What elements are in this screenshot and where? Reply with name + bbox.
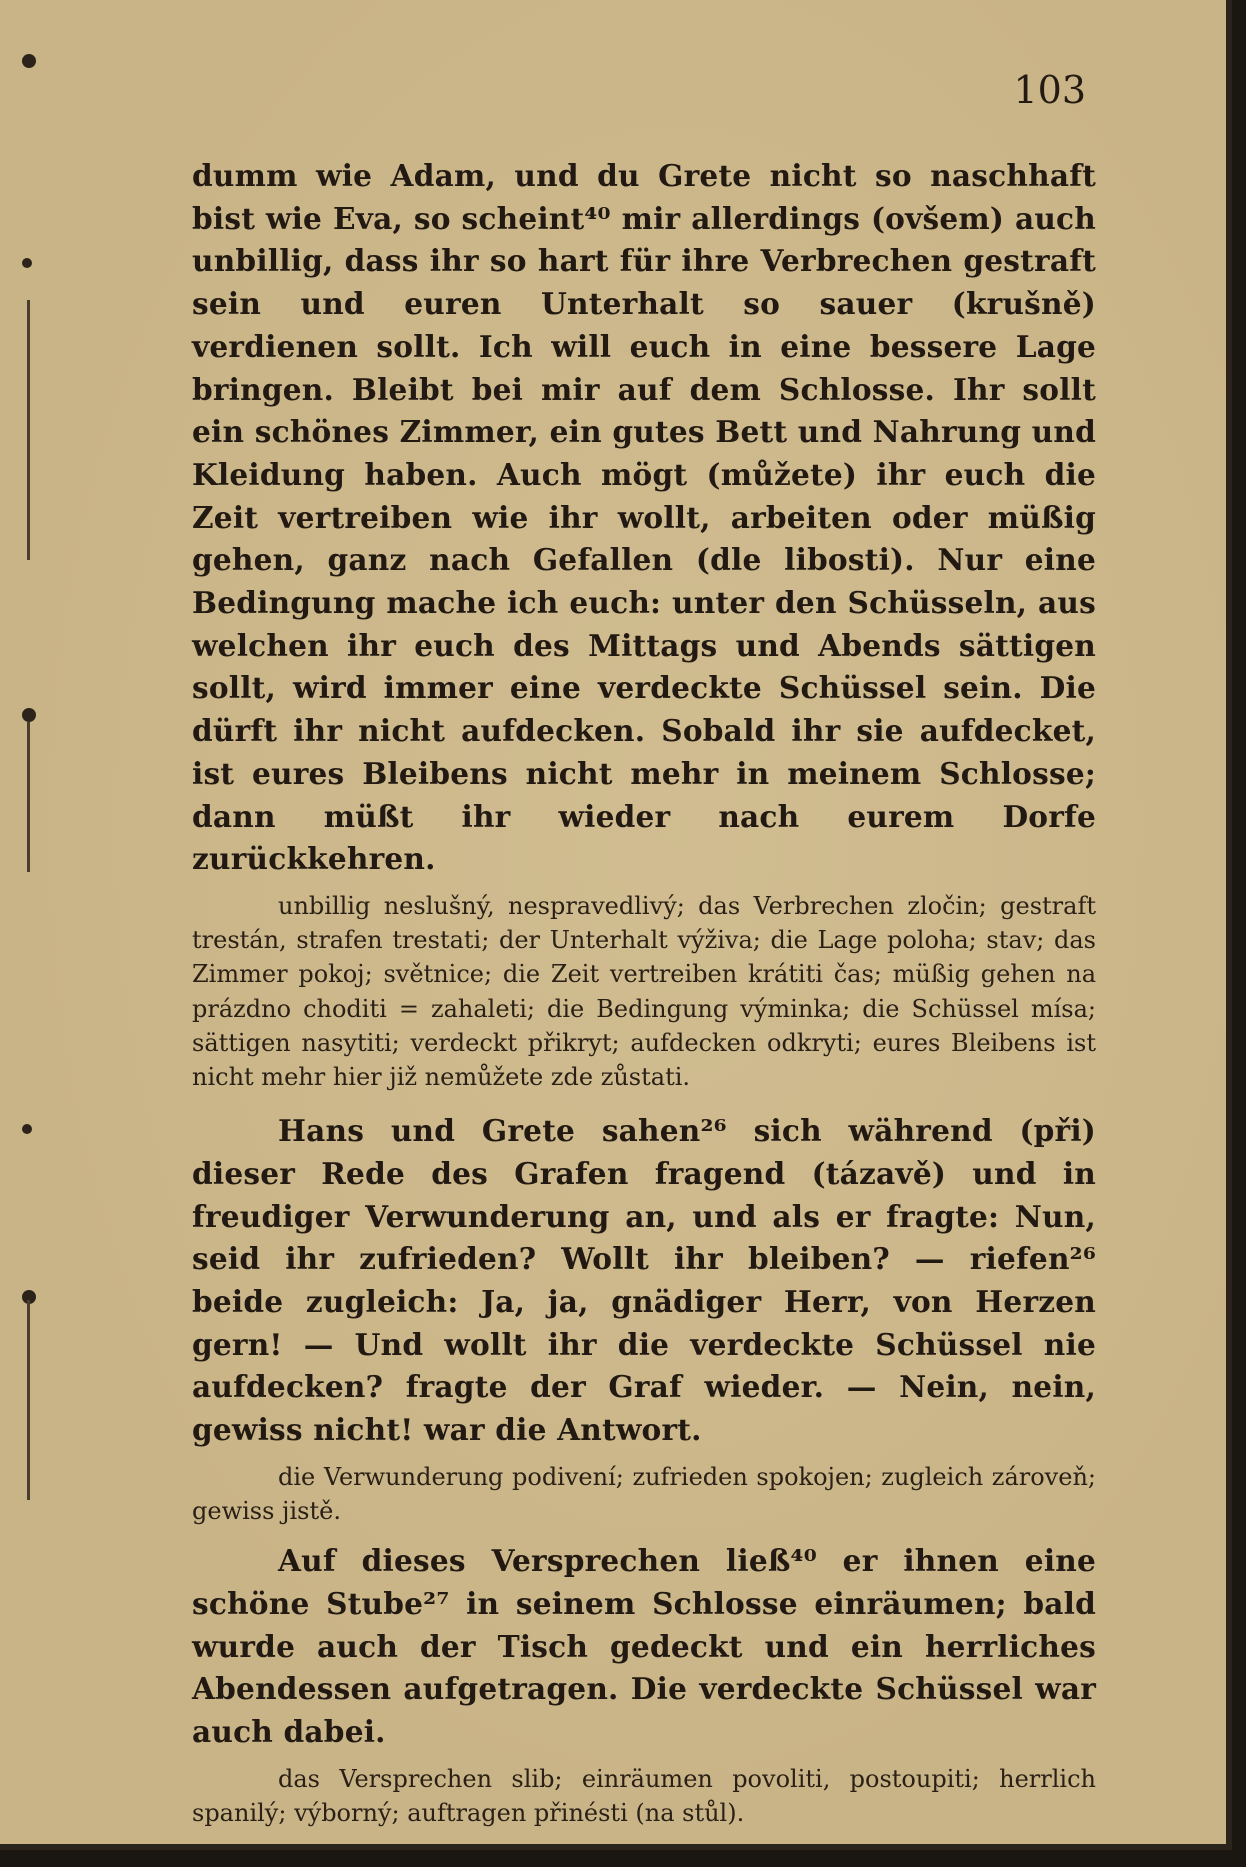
- binding-hole-mark: [22, 258, 32, 268]
- binding-edge: [0, 0, 54, 1844]
- binding-hole-mark: [22, 1124, 32, 1134]
- binding-hole-mark: [22, 54, 36, 68]
- binding-thread: [27, 300, 30, 560]
- paragraph: Hans und Grete sahen²⁶ sich während (při) dieser Rede des Grafen fragend (tázavě) und in freudiger Verwunderung an, und als er fragte: Nun, seid ihr zufrieden? Wollt ihr bleiben? — riefen²⁶ beide zugleich: Ja, ja, gnädiger Herr, von Herzen gern! — Und wollt ihr die verdeckte Schüssel nie aufdecken? fragte der Graf wieder. — Nein, nein, gewiss nicht! war die Antwort.: [192, 1113, 1096, 1448]
- page-number: 103: [1013, 68, 1086, 112]
- binding-thread: [27, 722, 30, 872]
- paragraph: Auf dieses Versprechen ließ⁴⁰ er ihnen eine schöne Stube²⁷ in seinem Schlosse einräumen; bald wurde auch der Tisch gedeckt und ein herrliches Abendessen aufgetragen. Die verdeckte Schüssel war auch dabei.: [192, 1543, 1096, 1750]
- text-body: [192, 155, 1096, 1830]
- paragraph: dumm wie Adam, und du Grete nicht so naschhaft bist wie Eva, so scheint⁴⁰ mir allerdings (ovšem) auch unbillig, dass ihr so hart für ihre Verbrechen gestraft sein und euren Unterhalt so sauer (krušně) verdienen sollt. Ich will euch in eine bessere Lage bringen. Bleibt bei mir auf dem Schlosse. Ihr sollt ein schönes Zimmer, ein gutes Bett und Nahrung und Kleidung haben. Auch mögt (můžete) ihr euch die Zeit vertreiben wie ihr wollt, arbeiten oder müßig gehen, ganz nach Gefallen (dle libosti). Nur eine Bedingung mache ich euch: unter den Schüsseln, aus welchen ihr euch des Mittags und Abends sättigen sollt, wird immer eine verdeckte Schüssel sein. Die dürft ihr nicht aufdecken. Sobald ihr sie aufdecket, ist eures Bleibens nicht mehr in meinem Schlosse; dann müßt ihr wieder nach eurem Dorfe zurückkehren.: [192, 158, 1096, 877]
- vocabulary-note: unbillig neslušný, nespravedlivý; das Verbrechen zločin; gestraft trestán, strafen trestati; der Unterhalt výživa; die Lage poloha; stav; das Zimmer pokoj; světnice; die Zeit vertreiben krátiti čas; müßig gehen na prázdno choditi = zahaleti; die Bedingung výminka; die Schüssel mísa; sättigen nasytiti; verdeckt přikryt; aufdecken odkryti; eures Bleibens ist nicht mehr hier již nemůžete zde zůstati.: [192, 891, 1096, 1091]
- vocabulary-note: das Versprechen slib; einräumen povoliti, postoupiti; herrlich spanilý; výborný; auftragen přinésti (na stůl).: [192, 1764, 1096, 1827]
- vocabulary-note: die Verwunderung podivení; zufrieden spokojen; zugleich zároveň; gewiss jistě.: [192, 1462, 1096, 1525]
- binding-thread: [27, 1300, 30, 1500]
- binding-hole-mark: [22, 708, 36, 722]
